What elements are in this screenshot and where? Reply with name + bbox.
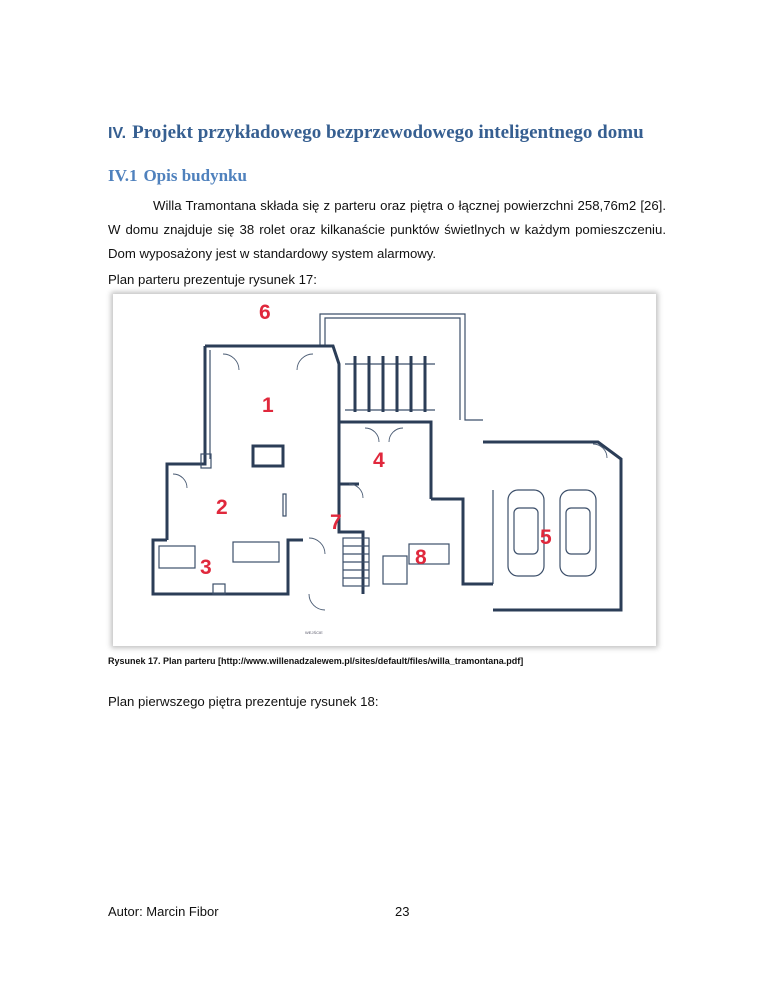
paragraph-figure-intro: Plan parteru prezentuje rysunek 17: — [108, 272, 317, 287]
subsection-number: IV.1 — [108, 166, 138, 185]
garage-wall — [483, 442, 621, 610]
paragraph-description: Willa Tramontana składa się z parteru oraz piętra o łącznej powierzchni 258,76m2 [26]. W domu znajduje się 38 rolet oraz kilkanaście punktów świetlnych w każdym pomieszczeniu. Dom wyposażony jest w standardowy system alarmowy. — [108, 198, 666, 261]
kitchen-wall — [153, 540, 303, 594]
kitchen-island — [159, 546, 195, 568]
annex-outline — [320, 314, 483, 420]
partition — [283, 494, 286, 516]
room-8-wall — [431, 499, 493, 584]
living-room-wall — [205, 346, 339, 494]
room-number-2: 2 — [216, 496, 228, 519]
paragraph-next-figure: Plan pierwszego piętra prezentuje rysunek 18: — [108, 694, 379, 709]
bathroom-box — [383, 556, 407, 584]
room-4-wall — [339, 422, 431, 499]
room-number-1: 1 — [262, 394, 274, 417]
stair-steps — [343, 546, 369, 578]
room-number-6: 6 — [259, 301, 271, 324]
west-wall — [167, 346, 205, 540]
room-number-3: 3 — [200, 556, 212, 579]
room-number-8: 8 — [415, 546, 427, 569]
subsection-heading — [108, 166, 247, 186]
section-heading — [108, 122, 644, 144]
section-title: Projekt przykładowego bezprzewodowego inteligentnego domu — [132, 122, 644, 143]
section-number: IV. — [108, 125, 127, 142]
room-number-7: 7 — [330, 511, 342, 534]
figure-caption: Rysunek 17. Plan parteru [http://www.willenadzalewem.pl/sites/default/files/willa_tramontana.pdf] — [108, 656, 524, 666]
room-number-4: 4 — [373, 449, 385, 472]
floor-plan-drawing — [113, 294, 656, 646]
subsection-title: Opis budynku — [143, 166, 247, 185]
footer-author: Autor: Marcin Fibor — [108, 904, 219, 919]
room-number-5: 5 — [540, 526, 552, 549]
kitchen-counter — [233, 542, 279, 562]
entrance-label: WEJŚCIE — [305, 630, 323, 635]
pergola — [345, 356, 435, 412]
annex-inner — [325, 318, 460, 420]
car-right — [560, 490, 596, 576]
fireplace — [253, 446, 283, 466]
car-left — [508, 490, 544, 576]
page-number: 23 — [395, 904, 410, 919]
floor-plan-figure — [113, 294, 656, 646]
